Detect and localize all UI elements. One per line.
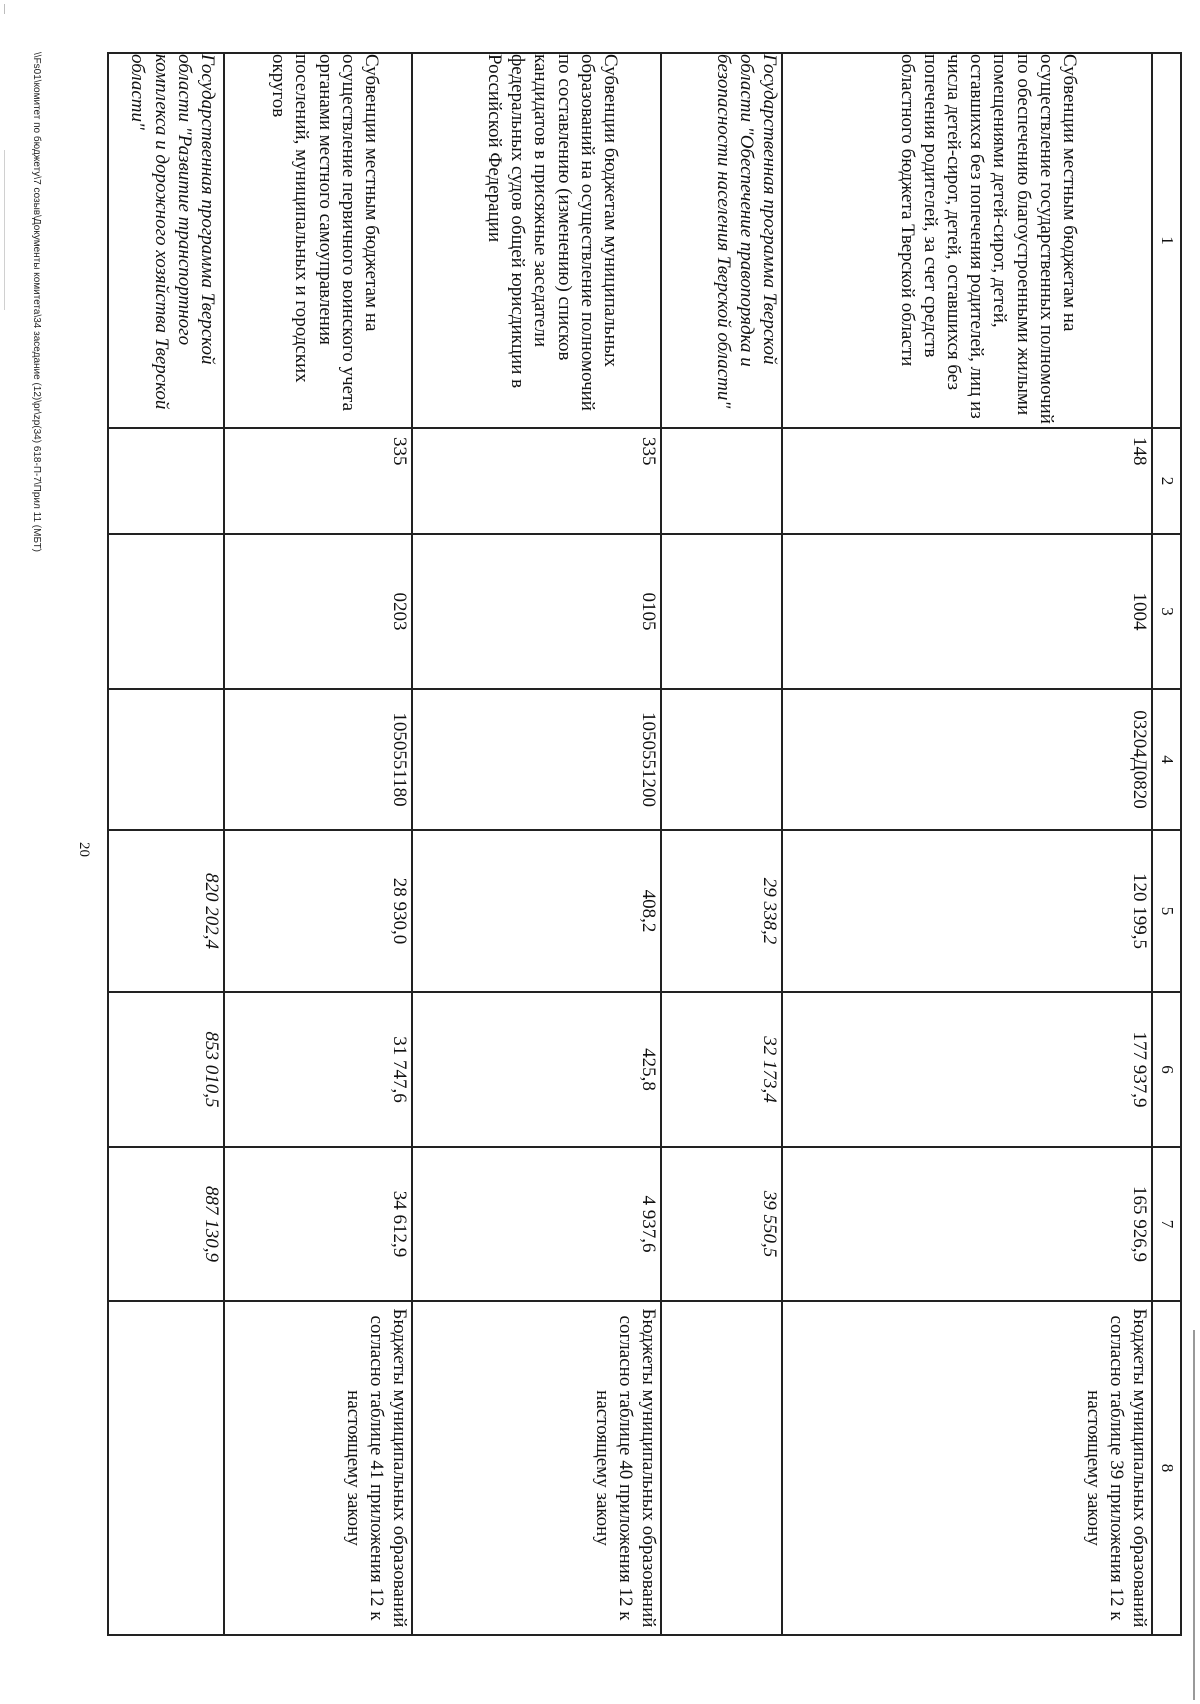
header-cell: 1 (1152, 53, 1181, 428)
table-row (661, 53, 782, 1635)
cell-col6: 32 173,4 (661, 992, 782, 1147)
cell-col7: 39 550,5 (661, 1147, 782, 1301)
row-name: Субвенции местным бюджетам на осуществление первичного воинского учета органами местного самоуправления поселений, муниципальных и городских округов (224, 53, 412, 428)
table-row (108, 53, 224, 1635)
scan-edge-mark (4, 150, 5, 310)
row-name: Субвенции бюджетам муниципальных образований на осуществление полномочий по составлению (изменению) списков кандидатов в присяжные заседатели федеральных судов общей юрисдикции в Российской Федерации (412, 53, 661, 428)
header-row (1152, 53, 1181, 1635)
cell-col2 (108, 428, 224, 534)
row-name: Государственная программа Тверской области "Развитие транспортного комплекса и дорожного хозяйства Тверской области" (108, 53, 224, 428)
cell-col7: 165 926,9 (782, 1147, 1152, 1301)
cell-col4: 1050551200 (412, 689, 661, 830)
cell-col5: 28 930,0 (224, 830, 412, 992)
cell-col3 (661, 534, 782, 689)
cell-col6: 425,8 (412, 992, 661, 1147)
cell-col2: 148 (782, 428, 1152, 534)
header-cell: 3 (1152, 534, 1181, 689)
table-row (782, 53, 1152, 1635)
row-name: Государственная программа Тверской области "Обеспечение правопорядка и безопасности населения Тверской области" (661, 53, 782, 428)
cell-col6: 853 010,5 (108, 992, 224, 1147)
cell-col6: 177 937,9 (782, 992, 1152, 1147)
row-name: Субвенции местным бюджетам на осуществление государственных полномочий по обеспечению благоустроенными жилыми помещениями детей-сирот, детей, оставшихся без попечения родителей, лиц из числа детей-сирот, детей, оставшихся без попечения родителей, за счет средств областного бюджета Тверской области (782, 53, 1152, 428)
rotated-page (31, 52, 1182, 1632)
cell-col4 (661, 689, 782, 830)
cell-col5: 408,2 (412, 830, 661, 992)
cell-col4 (108, 689, 224, 830)
cell-col5: 820 202,4 (108, 830, 224, 992)
header-cell: 8 (1152, 1301, 1181, 1635)
cell-col2 (661, 428, 782, 534)
cell-col7: 34 612,9 (224, 1147, 412, 1301)
cell-col2: 335 (224, 428, 412, 534)
cell-col3: 0203 (224, 534, 412, 689)
cell-col8: Бюджеты муниципальных образований согласно таблице 41 приложения 12 к настоящему закону (224, 1301, 412, 1635)
cell-col2: 335 (412, 428, 661, 534)
cell-col7: 887 130,9 (108, 1147, 224, 1301)
scan-edge-mark (4, 4, 5, 14)
header-cell: 2 (1152, 428, 1181, 534)
footer-path: \\Fs01\комитет по бюджету\7 созыв\Документы комитета\34 заседание (12)\pr\zp(34) 618-П-7\Прил 11 (МБТ) (31, 52, 42, 553)
cell-col3 (108, 534, 224, 689)
cell-col7: 4 937,6 (412, 1147, 661, 1301)
cell-col8 (661, 1301, 782, 1635)
header-cell: 6 (1152, 992, 1181, 1147)
table-row (412, 53, 661, 1635)
cell-col5: 120 199,5 (782, 830, 1152, 992)
budget-table (107, 52, 1182, 1636)
cell-col8: Бюджеты муниципальных образований согласно таблице 40 приложения 12 к настоящему закону (412, 1301, 661, 1635)
header-cell: 5 (1152, 830, 1181, 992)
cell-col4: 03204Д0820 (782, 689, 1152, 830)
cell-col4: 1050551180 (224, 689, 412, 830)
cell-col3: 0105 (412, 534, 661, 689)
cell-col3: 1004 (782, 534, 1152, 689)
scan-edge-mark (1193, 1330, 1195, 1700)
cell-col5: 29 338,2 (661, 830, 782, 992)
header-cell: 7 (1152, 1147, 1181, 1301)
header-cell: 4 (1152, 689, 1181, 830)
page-number: 20 (76, 842, 92, 857)
cell-col6: 31 747,6 (224, 992, 412, 1147)
table-row (224, 53, 412, 1635)
cell-col8 (108, 1301, 224, 1635)
cell-col8: Бюджеты муниципальных образований согласно таблице 39 приложения 12 к настоящему закону (782, 1301, 1152, 1635)
